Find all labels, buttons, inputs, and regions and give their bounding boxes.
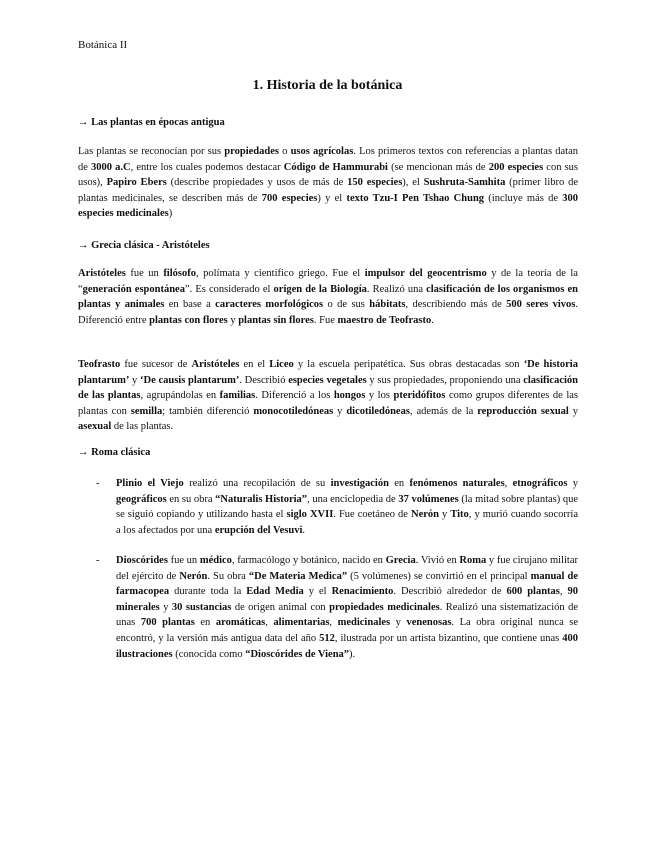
paragraph-aristoteles: Aristóteles fue un filósofo, polímata y científico griego. Fue el impulsor del geocentrismo y de la teoría de la “generación espontánea”. Es considerado el origen de la Biología. Realizó una clasificación de los organismos en plantas y animales en base a caracteres morfológicos o de sus hábitats, describiendo más de 500 seres vivos. Diferenció entre plantas con flores y plantas sin flores. Fue maestro de Teofrasto. xyxy=(78,268,578,326)
paragraph-dioscorides: Dioscórides fue un médico, farmacólogo y botánico, nacido en Grecia. Vivió en Roma y fue cirujano militar del ejército de Nerón. Su obra “De Materia Medica” (5 volúmenes) se convirtió en el principal manual de farmacopea durante toda la Edad Media y el Renacimiento. Describió alrededor de 600 plantas, 90 minerales y 30 sustancias de origen animal con propiedades medicinales. Realizó una sistematización de unas 700 plantas en aromáticas, alimentarias, medicinales y venenosas. La obra original nunca se encontró, y la versión más antigua data del año 512, ilustrada por un artista bizantino, que contiene unas 400 ilustraciones (conocida como “Dioscórides de Viena”). xyxy=(116,555,579,660)
paragraph-plinio: Plinio el Viejo realizó una recopilación de su investigación en fenómenos naturales, etnográficos y geográficos en su obra “Naturalis Historia”, una enciclopedia de 37 volúmenes (la mitad sobre plantas) que se siguió copiando y utilizando hasta el siglo XVII. Fue coetáneo de Nerón y Tito, y murió cuando socorría a los afectados por una erupción del Vesuvi. xyxy=(116,478,579,536)
list-bullet: - xyxy=(96,478,100,489)
page-header: Botánica II xyxy=(78,39,128,51)
paragraph-teofrasto: Teofrasto fue sucesor de Aristóteles en el Liceo y la escuela peripatética. Sus obras destacadas son ‘De historia plantarum’ y ‘De causis plantarum’. Describió especies vegetales y sus propiedades, proponiendo una clasificación de las plantas, agrupándolas en familias. Diferenció a los hongos y los pteridófitos como grupos diferentes de las plantas con semilla; también diferenció monocotiledóneas y dicotiledóneas, además de la reproducción sexual y asexual de las plantas. xyxy=(78,359,579,433)
paragraph-antigua: Las plantas se reconocían por sus propiedades o usos agrícolas. Los primeros textos con referencias a plantas datan de 3000 a.C, entre los cuales podemos destacar Código de Hammurabi (se mencionan más de 200 especies con sus usos), Papiro Ebers (describe propiedades y usos de más de 150 especies), el Sushruta-Samhita (primer libro de plantas medicinales, se describen más de 700 especies) y el texto Tzu-I Pen Tshao Chung (incluye más de 300 especies medicinales) xyxy=(78,146,578,220)
section-heading-grecia: → Grecia clásica - Aristóteles xyxy=(78,240,210,251)
section-heading-antigua: → Las plantas en épocas antigua xyxy=(78,117,225,128)
section-heading-roma: → Roma clásica xyxy=(78,447,151,458)
list-bullet: - xyxy=(96,555,100,566)
page-title: 1. Historia de la botánica xyxy=(252,78,403,93)
